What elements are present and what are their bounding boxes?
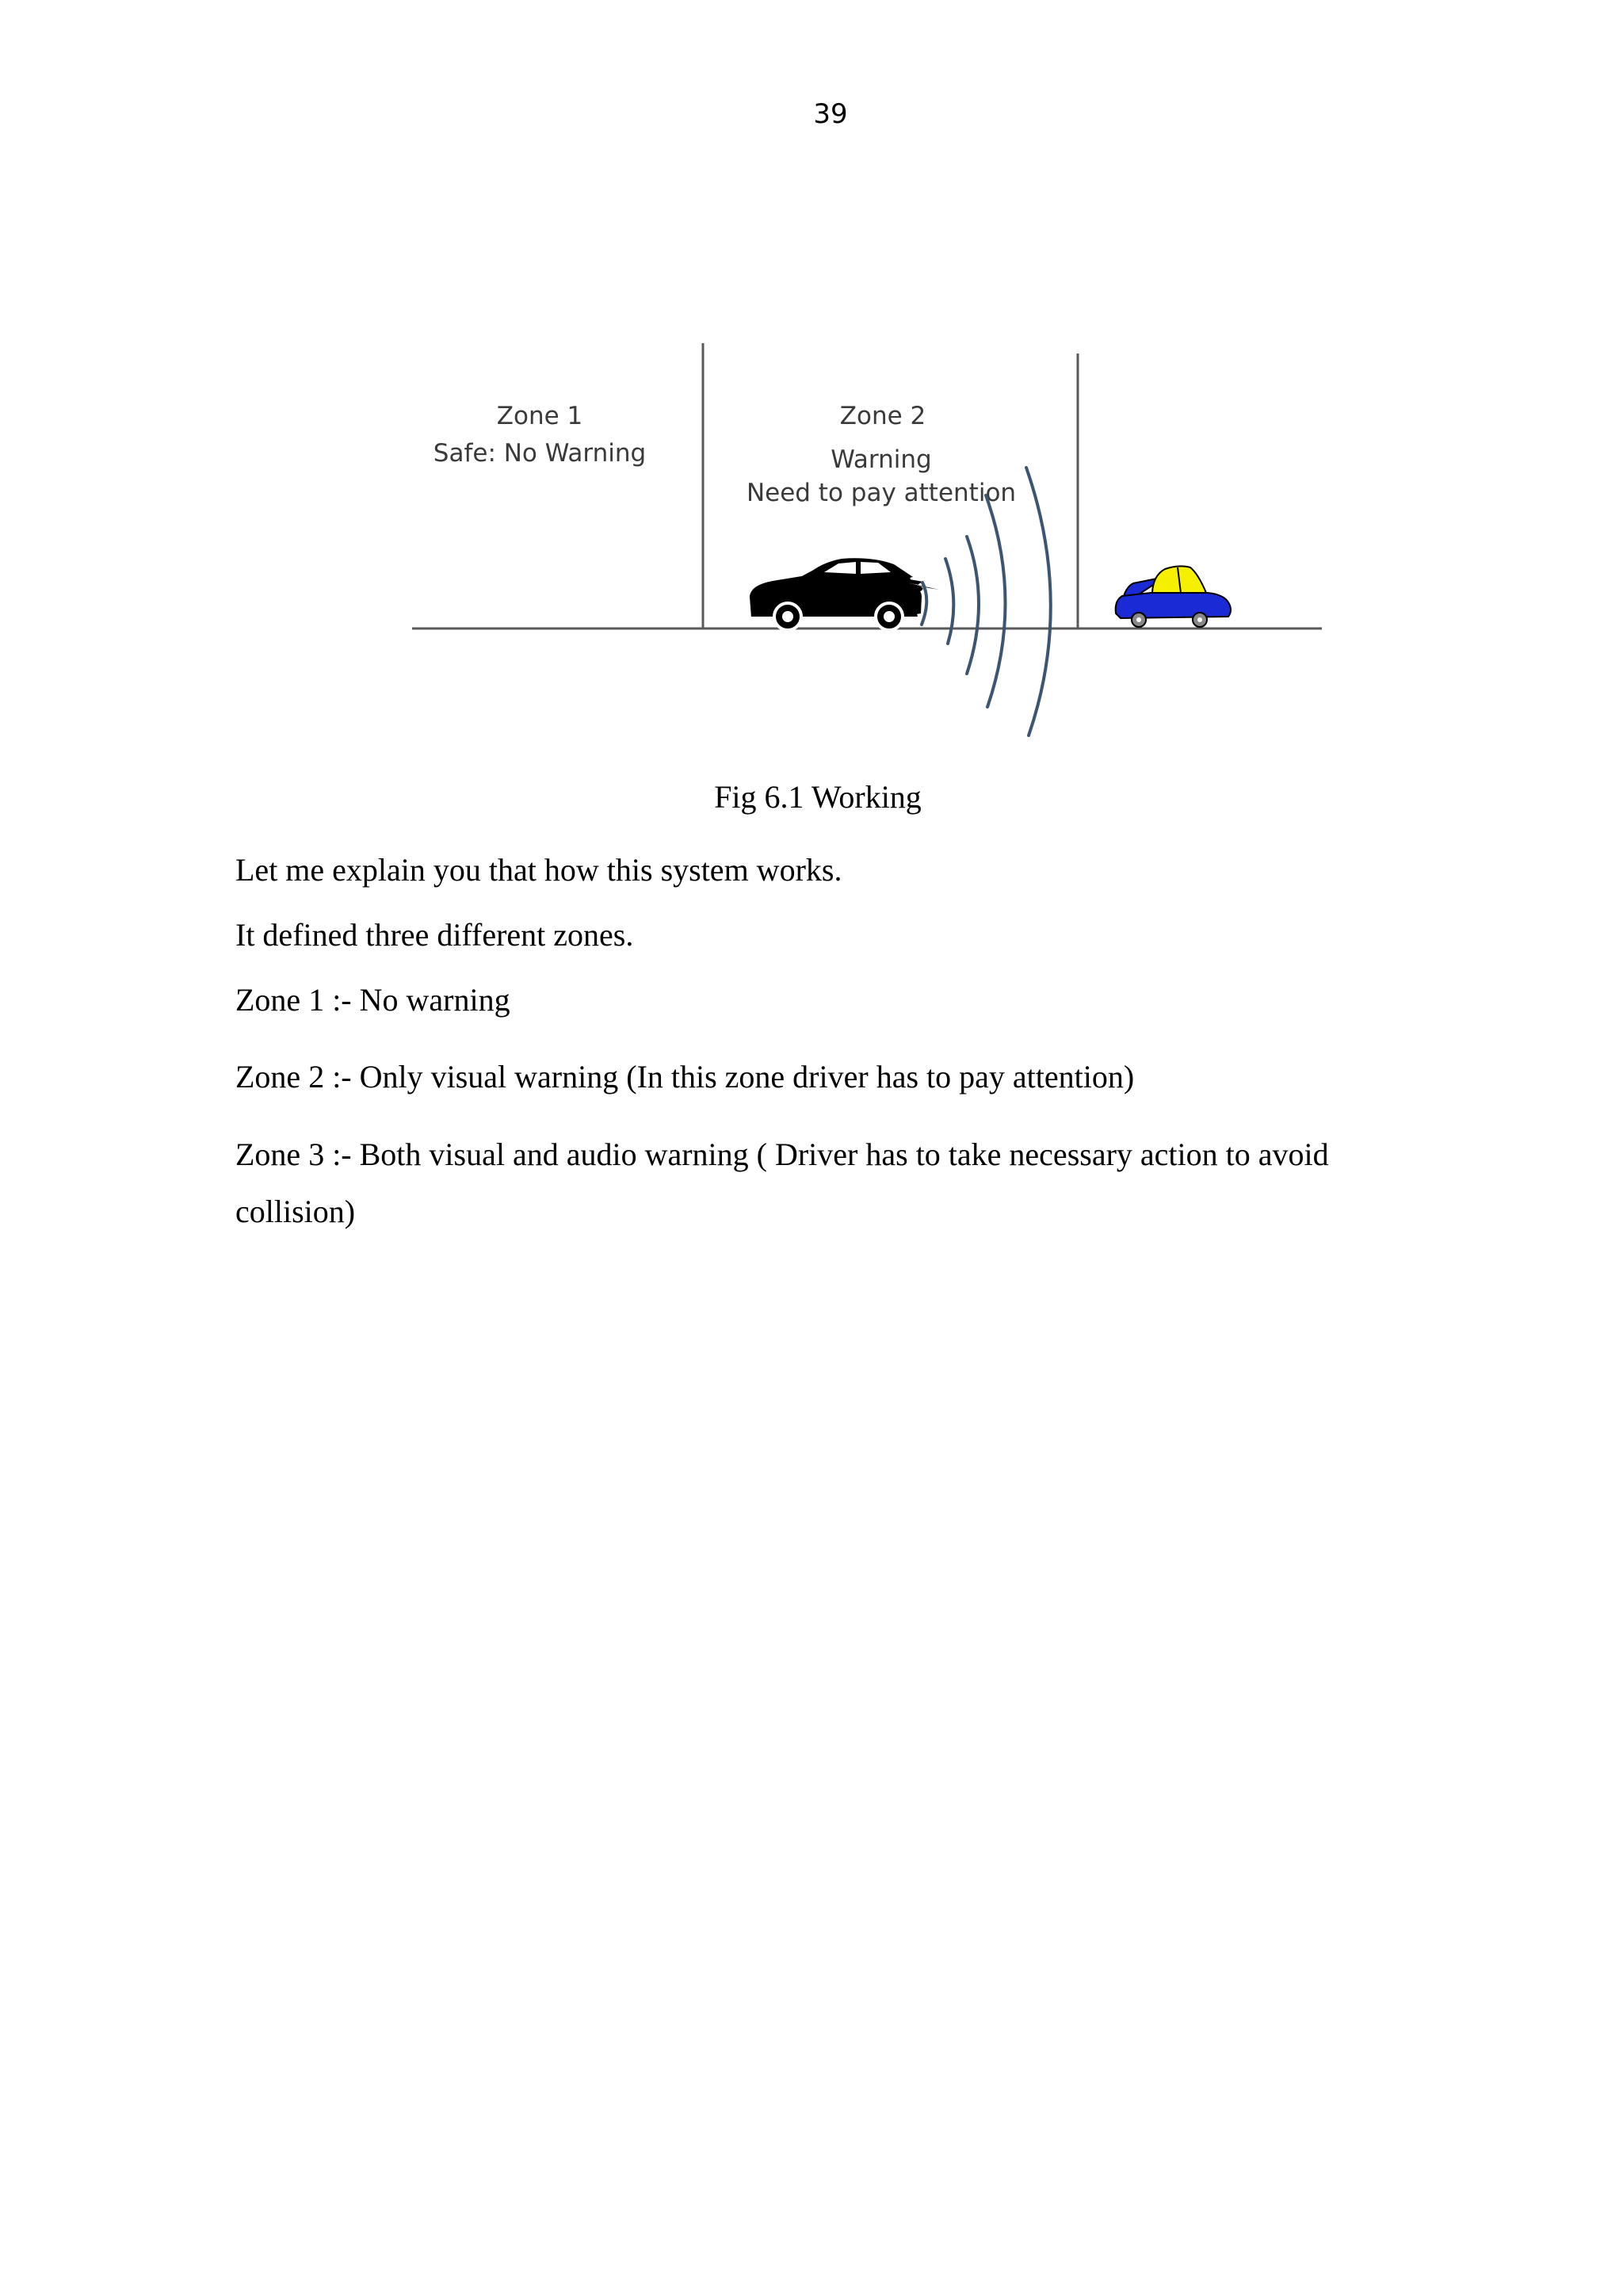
paragraph-zone2: Zone 2 :- Only visual warning (In this zone driver has to pay attention) [235, 1059, 1135, 1095]
paragraph-zones: It defined three different zones. [235, 917, 634, 953]
sensor-waves [922, 468, 1051, 735]
paragraph-intro: Let me explain you that how this system works. [235, 852, 842, 888]
zone2-title: Zone 2 [839, 402, 926, 430]
zone2-note: Need to pay attention [746, 479, 1017, 507]
zone1-status: Safe: No Warning [433, 439, 647, 468]
paragraph-zone1: Zone 1 :- No warning [235, 982, 510, 1018]
zone1-title: Zone 1 [496, 402, 583, 430]
page-number: 39 [813, 98, 848, 130]
zone-diagram [0, 0, 1623, 777]
figure-caption: Fig 6.1 Working [714, 779, 922, 815]
front-car-icon [1116, 566, 1231, 627]
paragraph-zone3: Zone 3 :- Both visual and audio warning ( Driver has to take necessary action to avoid collision) [235, 1137, 1329, 1229]
rear-car-icon [750, 558, 939, 630]
zone2-status: Warning [831, 445, 932, 474]
